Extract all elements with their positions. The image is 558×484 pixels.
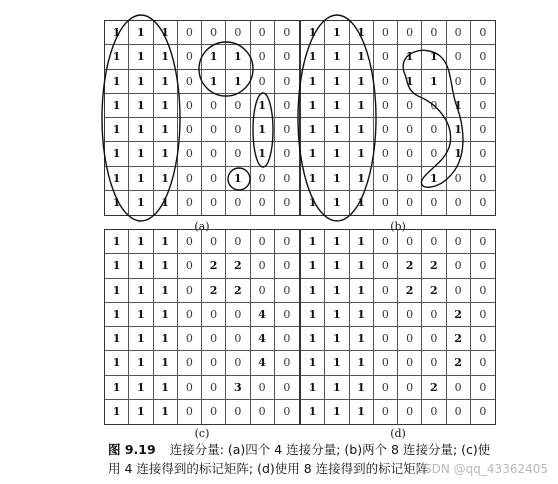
matrix-cell: 0 xyxy=(398,400,422,424)
matrix-cell: 0 xyxy=(202,191,226,215)
matrix-cell: 0 xyxy=(226,94,250,118)
matrix-cell: 1 xyxy=(301,191,325,215)
matrix-cell: 1 xyxy=(129,327,153,351)
matrix-cell: 4 xyxy=(251,327,275,351)
matrix-cell: 1 xyxy=(350,400,374,424)
matrix-cell: 1 xyxy=(129,94,153,118)
matrix-cell: 0 xyxy=(178,118,202,142)
matrix-cell: 1 xyxy=(422,70,446,94)
matrix-cell: 0 xyxy=(178,254,202,278)
matrix-cell: 0 xyxy=(374,254,398,278)
matrix-cell: 1 xyxy=(350,167,374,191)
matrix-cell: 1 xyxy=(154,167,178,191)
matrix-cell: 0 xyxy=(398,94,422,118)
matrix-cell: 0 xyxy=(178,45,202,69)
matrix-cell: 0 xyxy=(202,21,226,45)
matrix-cell: 1 xyxy=(350,279,374,303)
matrix-cell: 0 xyxy=(471,70,495,94)
matrix-cell: 0 xyxy=(374,230,398,254)
matrix-cell: 0 xyxy=(374,191,398,215)
matrix-cell: 0 xyxy=(374,167,398,191)
matrix-cell: 0 xyxy=(398,303,422,327)
matrix-cell: 1 xyxy=(154,279,178,303)
matrix-cell: 1 xyxy=(251,94,275,118)
matrix-cell: 0 xyxy=(178,376,202,400)
matrix-cell: 0 xyxy=(471,230,495,254)
matrix-cell: 0 xyxy=(251,191,275,215)
matrix-cell: 0 xyxy=(374,279,398,303)
matrix-cell: 0 xyxy=(178,191,202,215)
matrix-grid xyxy=(300,20,496,216)
matrix-cell: 0 xyxy=(178,70,202,94)
matrix-cell: 0 xyxy=(251,376,275,400)
matrix-cell: 0 xyxy=(178,303,202,327)
matrix-cell: 0 xyxy=(275,376,299,400)
matrix-cell: 0 xyxy=(275,327,299,351)
matrix-cell: 0 xyxy=(275,118,299,142)
matrix-cell: 1 xyxy=(398,70,422,94)
matrix-cell: 1 xyxy=(154,351,178,375)
panel-c xyxy=(104,229,300,440)
matrix-cell: 0 xyxy=(374,142,398,166)
matrix-cell: 0 xyxy=(471,118,495,142)
matrix-cell: 0 xyxy=(178,21,202,45)
matrix-cell: 1 xyxy=(325,254,349,278)
matrix-cell: 1 xyxy=(350,142,374,166)
matrix-cell: 1 xyxy=(105,327,129,351)
matrix-cell: 0 xyxy=(422,21,446,45)
matrix-cell: 1 xyxy=(447,118,471,142)
matrix-cell: 1 xyxy=(301,230,325,254)
matrix-cell: 2 xyxy=(422,254,446,278)
matrix-cell: 1 xyxy=(325,376,349,400)
matrix-cell: 1 xyxy=(154,21,178,45)
matrix-cell: 1 xyxy=(226,167,250,191)
matrix-cell: 1 xyxy=(105,191,129,215)
matrix-cell: 0 xyxy=(374,303,398,327)
matrix-cell: 0 xyxy=(251,45,275,69)
watermark: CSDN @qq_43362405 xyxy=(415,462,548,476)
matrix-cell: 1 xyxy=(129,230,153,254)
matrix-cell: 0 xyxy=(251,400,275,424)
matrix-cell: 1 xyxy=(325,45,349,69)
matrix-cell: 1 xyxy=(154,327,178,351)
matrix-cell: 2 xyxy=(422,376,446,400)
matrix-cell: 2 xyxy=(447,303,471,327)
matrix-cell: 0 xyxy=(398,191,422,215)
matrix-cell: 1 xyxy=(154,254,178,278)
matrix-cell: 1 xyxy=(154,400,178,424)
matrix-cell: 1 xyxy=(129,191,153,215)
matrix-cell: 1 xyxy=(105,142,129,166)
matrix-cell: 1 xyxy=(154,191,178,215)
matrix-cell: 0 xyxy=(471,94,495,118)
matrix-cell: 1 xyxy=(105,118,129,142)
matrix-cell: 0 xyxy=(226,21,250,45)
matrix-cell: 1 xyxy=(301,142,325,166)
matrix-cell: 0 xyxy=(422,118,446,142)
matrix-cell: 0 xyxy=(275,167,299,191)
matrix-cell: 1 xyxy=(301,351,325,375)
matrix-cell: 0 xyxy=(398,118,422,142)
matrix-grid xyxy=(104,229,300,425)
matrix-cell: 1 xyxy=(350,254,374,278)
matrix-cell: 0 xyxy=(202,118,226,142)
matrix-cell: 1 xyxy=(129,303,153,327)
matrix-cell: 1 xyxy=(325,400,349,424)
matrix-cell: 0 xyxy=(275,70,299,94)
matrix-cell: 1 xyxy=(105,45,129,69)
matrix-cell: 1 xyxy=(105,351,129,375)
matrix-cell: 0 xyxy=(178,279,202,303)
matrix-cell: 2 xyxy=(398,254,422,278)
matrix-cell: 0 xyxy=(226,303,250,327)
matrix-cell: 1 xyxy=(202,45,226,69)
matrix-cell: 0 xyxy=(202,94,226,118)
matrix-cell: 0 xyxy=(275,94,299,118)
matrix-cell: 1 xyxy=(105,400,129,424)
matrix-cell: 0 xyxy=(471,45,495,69)
caption-line-1 xyxy=(108,440,490,459)
panel-a xyxy=(104,20,300,233)
matrix-cell: 1 xyxy=(202,70,226,94)
matrix-cell: 2 xyxy=(202,279,226,303)
matrix-cell: 0 xyxy=(251,254,275,278)
matrix-cell: 1 xyxy=(350,21,374,45)
matrix-cell: 1 xyxy=(325,303,349,327)
matrix-cell: 0 xyxy=(447,279,471,303)
matrix-cell: 0 xyxy=(398,142,422,166)
matrix-cell: 0 xyxy=(275,279,299,303)
matrix-cell: 1 xyxy=(301,70,325,94)
matrix-cell: 1 xyxy=(350,351,374,375)
matrix-cell: 1 xyxy=(129,45,153,69)
matrix-cell: 0 xyxy=(251,70,275,94)
matrix-cell: 1 xyxy=(129,21,153,45)
matrix-cell: 0 xyxy=(251,230,275,254)
matrix-cell: 0 xyxy=(374,118,398,142)
matrix-cell: 0 xyxy=(178,167,202,191)
matrix-cell: 0 xyxy=(178,230,202,254)
matrix-cell: 1 xyxy=(251,142,275,166)
matrix-cell: 1 xyxy=(398,45,422,69)
matrix-cell: 0 xyxy=(374,94,398,118)
matrix-cell: 0 xyxy=(226,230,250,254)
matrix-cell: 0 xyxy=(374,400,398,424)
matrix-cell: 0 xyxy=(202,230,226,254)
matrix-cell: 0 xyxy=(275,351,299,375)
matrix-cell: 0 xyxy=(471,142,495,166)
matrix-cell: 1 xyxy=(129,142,153,166)
matrix-cell: 0 xyxy=(447,376,471,400)
matrix-cell: 0 xyxy=(398,167,422,191)
matrix-grid xyxy=(104,20,300,216)
matrix-cell: 0 xyxy=(374,21,398,45)
matrix-cell: 1 xyxy=(154,45,178,69)
matrix-cell: 2 xyxy=(398,279,422,303)
matrix-cell: 1 xyxy=(325,142,349,166)
matrix-cell: 1 xyxy=(154,118,178,142)
panel-b xyxy=(300,20,496,233)
matrix-cell: 1 xyxy=(105,21,129,45)
matrix-cell: 1 xyxy=(350,94,374,118)
matrix-cell: 1 xyxy=(105,254,129,278)
matrix-cell: 1 xyxy=(325,191,349,215)
matrix-cell: 1 xyxy=(226,45,250,69)
matrix-cell: 0 xyxy=(251,167,275,191)
matrix-cell: 1 xyxy=(301,376,325,400)
matrix-cell: 0 xyxy=(283,196,291,210)
matrix-cell: 0 xyxy=(471,376,495,400)
matrix-cell: 1 xyxy=(154,376,178,400)
matrix-cell: 0 xyxy=(275,303,299,327)
matrix-cell: 0 xyxy=(479,196,487,210)
matrix-cell: 1 xyxy=(350,191,374,215)
matrix-cell: 0 xyxy=(251,279,275,303)
matrix-cell: 0 xyxy=(275,45,299,69)
matrix-cell: 1 xyxy=(105,279,129,303)
matrix-cell: 1 xyxy=(154,230,178,254)
matrix-cell: 1 xyxy=(350,118,374,142)
matrix-cell: 1 xyxy=(325,94,349,118)
matrix-cell: 1 xyxy=(447,94,471,118)
matrix-cell: 0 xyxy=(447,254,471,278)
matrix-cell: 1 xyxy=(325,279,349,303)
matrix-cell: 0 xyxy=(178,351,202,375)
matrix-cell: 0 xyxy=(178,327,202,351)
matrix-cell: 1 xyxy=(301,400,325,424)
matrix-cell: 0 xyxy=(226,351,250,375)
matrix-cell: 1 xyxy=(301,167,325,191)
matrix-cell: 0 xyxy=(398,351,422,375)
matrix-cell: 1 xyxy=(105,70,129,94)
matrix-cell: 1 xyxy=(325,230,349,254)
matrix-cell: 0 xyxy=(275,254,299,278)
matrix-cell: 0 xyxy=(202,400,226,424)
matrix-cell: 0 xyxy=(202,142,226,166)
matrix-cell: 1 xyxy=(301,118,325,142)
matrix-cell: 0 xyxy=(471,254,495,278)
matrix-cell: 0 xyxy=(471,327,495,351)
matrix-cell: 0 xyxy=(398,21,422,45)
matrix-cell: 2 xyxy=(202,254,226,278)
matrix-cell: 1 xyxy=(301,94,325,118)
matrix-cell: 0 xyxy=(275,230,299,254)
matrix-cell: 1 xyxy=(226,70,250,94)
matrix-cell: 4 xyxy=(251,303,275,327)
matrix-cell: 0 xyxy=(374,327,398,351)
matrix-cell: 1 xyxy=(129,351,153,375)
matrix-cell: 1 xyxy=(154,70,178,94)
matrix-cell: 0 xyxy=(226,400,250,424)
matrix-cell: 0 xyxy=(202,167,226,191)
matrix-cell: 0 xyxy=(422,230,446,254)
matrix-cell: 1 xyxy=(325,351,349,375)
matrix-cell: 0 xyxy=(202,327,226,351)
matrix-cell: 0 xyxy=(471,303,495,327)
matrix-cell: 0 xyxy=(374,45,398,69)
matrix-cell: 0 xyxy=(447,45,471,69)
matrix-cell: 0 xyxy=(202,376,226,400)
matrix-cell: 1 xyxy=(447,142,471,166)
matrix-cell: 0 xyxy=(479,405,487,419)
matrix-cell: 1 xyxy=(350,70,374,94)
matrix-cell: 1 xyxy=(422,167,446,191)
matrix-cell: 0 xyxy=(202,351,226,375)
matrix-cell: 0 xyxy=(398,230,422,254)
matrix-cell: 0 xyxy=(422,400,446,424)
matrix-cell: 1 xyxy=(350,45,374,69)
matrix-cell: 4 xyxy=(251,351,275,375)
matrix-cell: 1 xyxy=(350,303,374,327)
matrix-cell: 1 xyxy=(105,303,129,327)
caption-text-1: 连接分量: (a)四个 4 连接分量; (b)两个 8 连接分量; (c)使 xyxy=(169,442,491,457)
panel-label: (c) xyxy=(194,427,210,440)
matrix-cell: 1 xyxy=(325,21,349,45)
matrix-cell: 0 xyxy=(283,405,291,419)
matrix-cell: 0 xyxy=(447,230,471,254)
matrix-cell: 3 xyxy=(226,376,250,400)
matrix-cell: 1 xyxy=(154,303,178,327)
matrix-cell: 1 xyxy=(301,21,325,45)
matrix-cell: 0 xyxy=(422,351,446,375)
matrix-cell: 0 xyxy=(447,400,471,424)
matrix-cell: 0 xyxy=(471,351,495,375)
matrix-cell: 1 xyxy=(350,376,374,400)
matrix-cell: 1 xyxy=(301,327,325,351)
matrix-cell: 0 xyxy=(447,167,471,191)
matrix-cell: 1 xyxy=(129,254,153,278)
figure-number: 图 9.19 xyxy=(108,442,156,457)
matrix-cell: 1 xyxy=(325,327,349,351)
matrix-cell: 1 xyxy=(325,118,349,142)
matrix-cell: 1 xyxy=(154,94,178,118)
matrix-cell: 0 xyxy=(422,327,446,351)
matrix-cell: 0 xyxy=(374,70,398,94)
caption-line-2: 用 4 连接得到的标记矩阵; (d)使用 8 连接得到的标记矩阵 xyxy=(108,461,429,476)
matrix-cell: 0 xyxy=(398,327,422,351)
matrix-cell: 0 xyxy=(447,70,471,94)
matrix-cell: 0 xyxy=(226,191,250,215)
matrix-cell: 0 xyxy=(226,142,250,166)
matrix-cell: 1 xyxy=(422,45,446,69)
matrix-cell: 0 xyxy=(178,94,202,118)
matrix-grid xyxy=(300,229,496,425)
matrix-cell: 0 xyxy=(398,376,422,400)
matrix-cell: 0 xyxy=(447,191,471,215)
matrix-cell: 0 xyxy=(471,167,495,191)
matrix-cell: 2 xyxy=(226,279,250,303)
matrix-cell: 0 xyxy=(226,327,250,351)
matrix-cell: 1 xyxy=(350,230,374,254)
matrix-cell: 0 xyxy=(251,21,275,45)
panel-d xyxy=(300,229,496,440)
matrix-cell: 0 xyxy=(226,118,250,142)
matrix-cell: 0 xyxy=(374,376,398,400)
matrix-cell: 1 xyxy=(301,303,325,327)
matrix-cell: 2 xyxy=(226,254,250,278)
matrix-cell: 1 xyxy=(105,94,129,118)
matrix-cell: 0 xyxy=(178,400,202,424)
matrix-cell: 1 xyxy=(129,376,153,400)
matrix-cell: 0 xyxy=(447,21,471,45)
matrix-cell: 1 xyxy=(325,70,349,94)
matrix-cell: 2 xyxy=(447,327,471,351)
matrix-cell: 1 xyxy=(301,254,325,278)
matrix-cell: 0 xyxy=(422,94,446,118)
matrix-cell: 1 xyxy=(129,279,153,303)
matrix-cell: 2 xyxy=(447,351,471,375)
matrix-cell: 0 xyxy=(471,21,495,45)
matrix-cell: 0 xyxy=(275,142,299,166)
matrix-cell: 1 xyxy=(325,167,349,191)
panel-label: (a) xyxy=(194,220,210,233)
panel-label: (d) xyxy=(390,427,406,440)
matrix-cell: 2 xyxy=(422,279,446,303)
matrix-cell: 0 xyxy=(374,351,398,375)
matrix-cell: 0 xyxy=(422,191,446,215)
matrix-cell: 0 xyxy=(471,279,495,303)
matrix-cell: 1 xyxy=(301,45,325,69)
matrix-cell: 1 xyxy=(154,142,178,166)
panel-label: (b) xyxy=(390,220,406,233)
matrix-cell: 0 xyxy=(422,142,446,166)
matrix-cell: 1 xyxy=(129,118,153,142)
matrix-cell: 1 xyxy=(129,70,153,94)
matrix-cell: 0 xyxy=(178,142,202,166)
matrix-cell: 1 xyxy=(105,167,129,191)
matrix-cell: 1 xyxy=(251,118,275,142)
matrix-cell: 1 xyxy=(105,230,129,254)
matrix-cell: 0 xyxy=(422,303,446,327)
matrix-cell: 1 xyxy=(301,279,325,303)
matrix-cell: 1 xyxy=(129,167,153,191)
matrix-cell: 0 xyxy=(275,21,299,45)
matrix-cell: 0 xyxy=(202,303,226,327)
matrix-cell: 1 xyxy=(129,400,153,424)
matrix-cell: 1 xyxy=(350,327,374,351)
matrix-cell: 1 xyxy=(105,376,129,400)
